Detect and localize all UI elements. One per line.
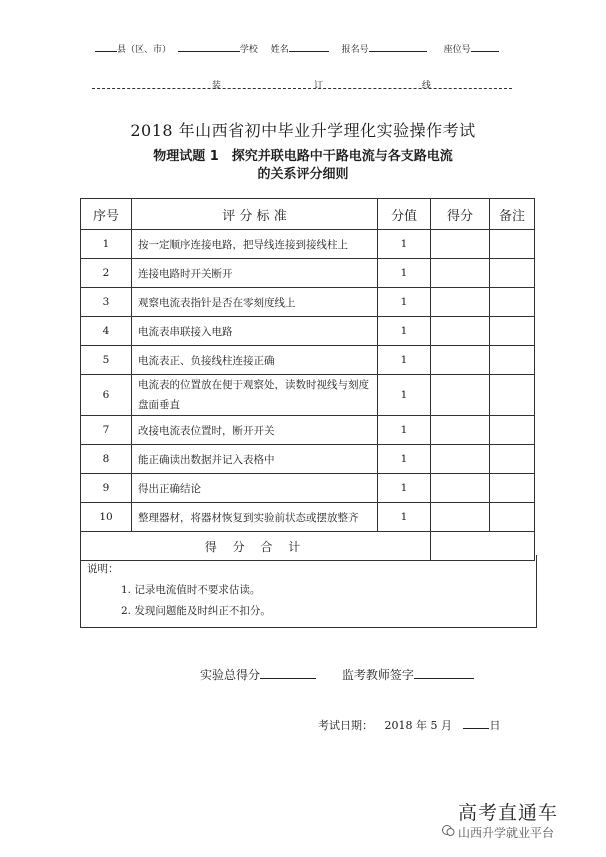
table-row: [81, 503, 535, 532]
row-points: 1: [378, 317, 431, 346]
row-no: 7: [81, 416, 132, 445]
row-remark-cell[interactable]: [490, 474, 535, 503]
row-score-cell[interactable]: [431, 375, 490, 416]
exam-date-line: [318, 717, 500, 733]
county-blank: [95, 42, 117, 52]
table-header-row: [81, 199, 535, 230]
watermark-account: 山西升学就业平台: [458, 826, 555, 840]
header-points: 分值: [378, 199, 431, 230]
row-item: 电流表的位置放在便于观察处，读数时视线与刻度盘面垂直: [132, 375, 378, 416]
row-item: 改接电流表位置时，断开开关: [132, 416, 378, 445]
scoring-table: [80, 198, 535, 561]
row-item: 整理器材，将器材恢复到实验前状态或摆放整齐: [132, 503, 378, 532]
row-no: 10: [81, 503, 132, 532]
row-no: 6: [81, 375, 132, 416]
binding-char-3: 线: [422, 81, 432, 91]
row-points: 1: [378, 230, 431, 259]
row-item: 按一定顺序连接电路，把导线连接到接线柱上: [132, 230, 378, 259]
subtitle-line-1: 物理试题 1 探究并联电路中干路电流与各支路电流: [153, 149, 453, 164]
day-blank[interactable]: [463, 717, 489, 729]
row-item: 观察电流表指针是否在零刻度线上: [132, 288, 378, 317]
table-row: [81, 375, 535, 416]
row-remark-cell[interactable]: [490, 288, 535, 317]
row-score-cell[interactable]: [431, 445, 490, 474]
seat-no-blank: [471, 42, 499, 52]
teacher-sign-blank[interactable]: [414, 666, 474, 679]
row-item: 得出正确结论: [132, 474, 378, 503]
table-row: [81, 474, 535, 503]
row-score-cell[interactable]: [431, 230, 490, 259]
row-points: 1: [378, 416, 431, 445]
row-item: 能正确读出数据并记入表格中: [132, 445, 378, 474]
row-remark-cell[interactable]: [490, 416, 535, 445]
row-points: 1: [378, 259, 431, 288]
date-label: 考试日期：: [318, 719, 373, 732]
total-score-label: 实验总得分: [200, 668, 261, 682]
row-remark-cell[interactable]: [490, 259, 535, 288]
signature-line: [200, 666, 474, 683]
header-criteria: 评 分 标 准: [132, 199, 378, 230]
row-remark-cell[interactable]: [490, 375, 535, 416]
row-no: 9: [81, 474, 132, 503]
binding-line: [92, 70, 512, 89]
note-item: 2. 发现问题能及时纠正不扣分。: [121, 605, 271, 617]
header-remark: 备注: [490, 199, 535, 230]
table-row: [81, 346, 535, 375]
county-label: 县（区、市）: [117, 45, 172, 55]
total-score-blank[interactable]: [260, 666, 316, 679]
row-remark-cell[interactable]: [490, 445, 535, 474]
row-score-cell[interactable]: [431, 346, 490, 375]
row-score-cell[interactable]: [431, 474, 490, 503]
row-remark-cell[interactable]: [490, 346, 535, 375]
table-row: [81, 259, 535, 288]
watermark-title: 高考直通车: [458, 802, 559, 824]
row-remark-cell[interactable]: [490, 503, 535, 532]
subtitle-line-2: 的关系评分细则: [257, 167, 349, 182]
table-row: [81, 416, 535, 445]
row-score-cell[interactable]: [431, 317, 490, 346]
row-remark-cell[interactable]: [490, 230, 535, 259]
page-title: 2018 年山西省初中毕业升学理化实验操作考试: [130, 121, 476, 140]
binding-char-2: 订: [314, 81, 324, 91]
row-no: 4: [81, 317, 132, 346]
exam-no-label: 报名号: [341, 45, 369, 55]
school-label: 学校: [239, 45, 258, 55]
header-fields: [95, 42, 499, 55]
row-score-cell[interactable]: [431, 503, 490, 532]
row-points: 1: [378, 375, 431, 416]
row-remark-cell[interactable]: [490, 317, 535, 346]
school-blank: [178, 42, 240, 52]
table-row: [81, 317, 535, 346]
exam-no-blank: [369, 42, 427, 52]
teacher-sign-label: 监考教师签字: [341, 668, 414, 682]
row-points: 1: [378, 503, 431, 532]
row-no: 5: [81, 346, 132, 375]
table-row: [81, 230, 535, 259]
row-score-cell[interactable]: [431, 288, 490, 317]
date-suffix: 日: [489, 719, 501, 732]
notes-heading: 说明：: [87, 563, 119, 575]
row-no: 1: [81, 230, 132, 259]
wechat-icon: [442, 824, 455, 837]
row-no: 8: [81, 445, 132, 474]
row-score-cell[interactable]: [431, 416, 490, 445]
notes-box: [80, 555, 537, 628]
row-points: 1: [378, 288, 431, 317]
row-points: 1: [378, 474, 431, 503]
row-no: 2: [81, 259, 132, 288]
header-score: 得分: [431, 199, 490, 230]
name-label: 姓名: [270, 45, 289, 55]
row-item: 连接电路时开关断开: [132, 259, 378, 288]
table-row: [81, 445, 535, 474]
row-item: 电流表串联接入电路: [132, 317, 378, 346]
page-subtitle: [0, 148, 606, 184]
date-value: 2018 年 5 月: [384, 719, 452, 732]
note-item: 1. 记录电流值时不要求估读。: [121, 584, 261, 596]
binding-char-1: 装: [212, 81, 222, 91]
row-points: 1: [378, 445, 431, 474]
header-no: 序号: [81, 199, 132, 230]
seat-no-label: 座位号: [443, 45, 471, 55]
table-row: [81, 288, 535, 317]
row-score-cell[interactable]: [431, 259, 490, 288]
row-no: 3: [81, 288, 132, 317]
total-label: 得 分 合 计: [81, 532, 431, 561]
row-points: 1: [378, 346, 431, 375]
name-blank: [289, 42, 329, 52]
row-item: 电流表正、负接线柱连接正确: [132, 346, 378, 375]
